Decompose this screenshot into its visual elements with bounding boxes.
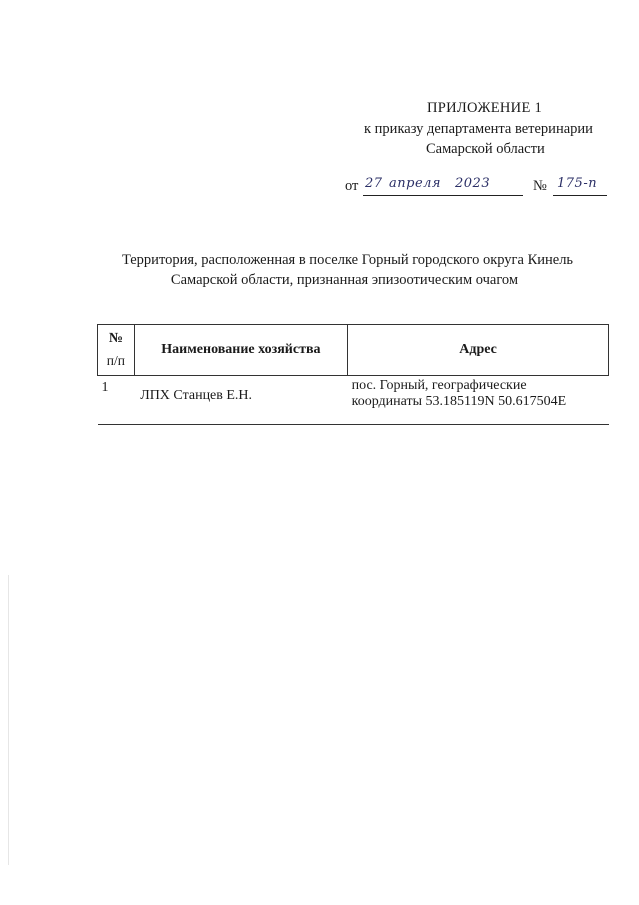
- row-number: 1: [98, 376, 135, 425]
- order-from-label: от: [345, 178, 359, 194]
- row-address-line-2: координаты 53.185119N 50.617504E: [351, 394, 567, 409]
- appendix-title: ПРИЛОЖЕНИЕ 1: [427, 100, 543, 116]
- appendix-region: Самарской области: [426, 141, 545, 157]
- appendix-order-reference: к приказу департамента ветеринарии: [364, 121, 593, 137]
- order-date-year: 2023: [455, 176, 491, 191]
- header-number-abbr: п/п: [106, 353, 125, 368]
- order-number-value: 175-п: [557, 176, 598, 191]
- row-address-line-1: пос. Горный, географические: [351, 378, 527, 393]
- header-farm-name: Наименование хозяйства: [134, 325, 347, 376]
- table-header-row: [98, 325, 609, 376]
- row-address: [348, 376, 609, 425]
- order-date-day: 27: [365, 176, 383, 191]
- header-number: [98, 325, 135, 376]
- table-row: [98, 376, 609, 425]
- order-date-month: апреля: [389, 176, 442, 191]
- order-number-field: [553, 176, 607, 196]
- header-address: Адрес: [348, 325, 609, 376]
- document-heading: [0, 250, 639, 290]
- territory-table: [97, 324, 609, 425]
- order-number-label: №: [533, 178, 547, 194]
- scan-edge-mark: [8, 575, 9, 865]
- header-number-symbol: №: [108, 331, 123, 346]
- row-farm-name: ЛПХ Станцев Е.Н.: [134, 376, 347, 425]
- heading-line-1: Территория, расположенная в поселке Горный городского округа Кинель: [121, 252, 574, 268]
- order-date-field: [363, 176, 523, 196]
- heading-line-2: Самарской области, признанная эпизоотическим очагом: [170, 272, 519, 288]
- order-date-number: [345, 176, 615, 200]
